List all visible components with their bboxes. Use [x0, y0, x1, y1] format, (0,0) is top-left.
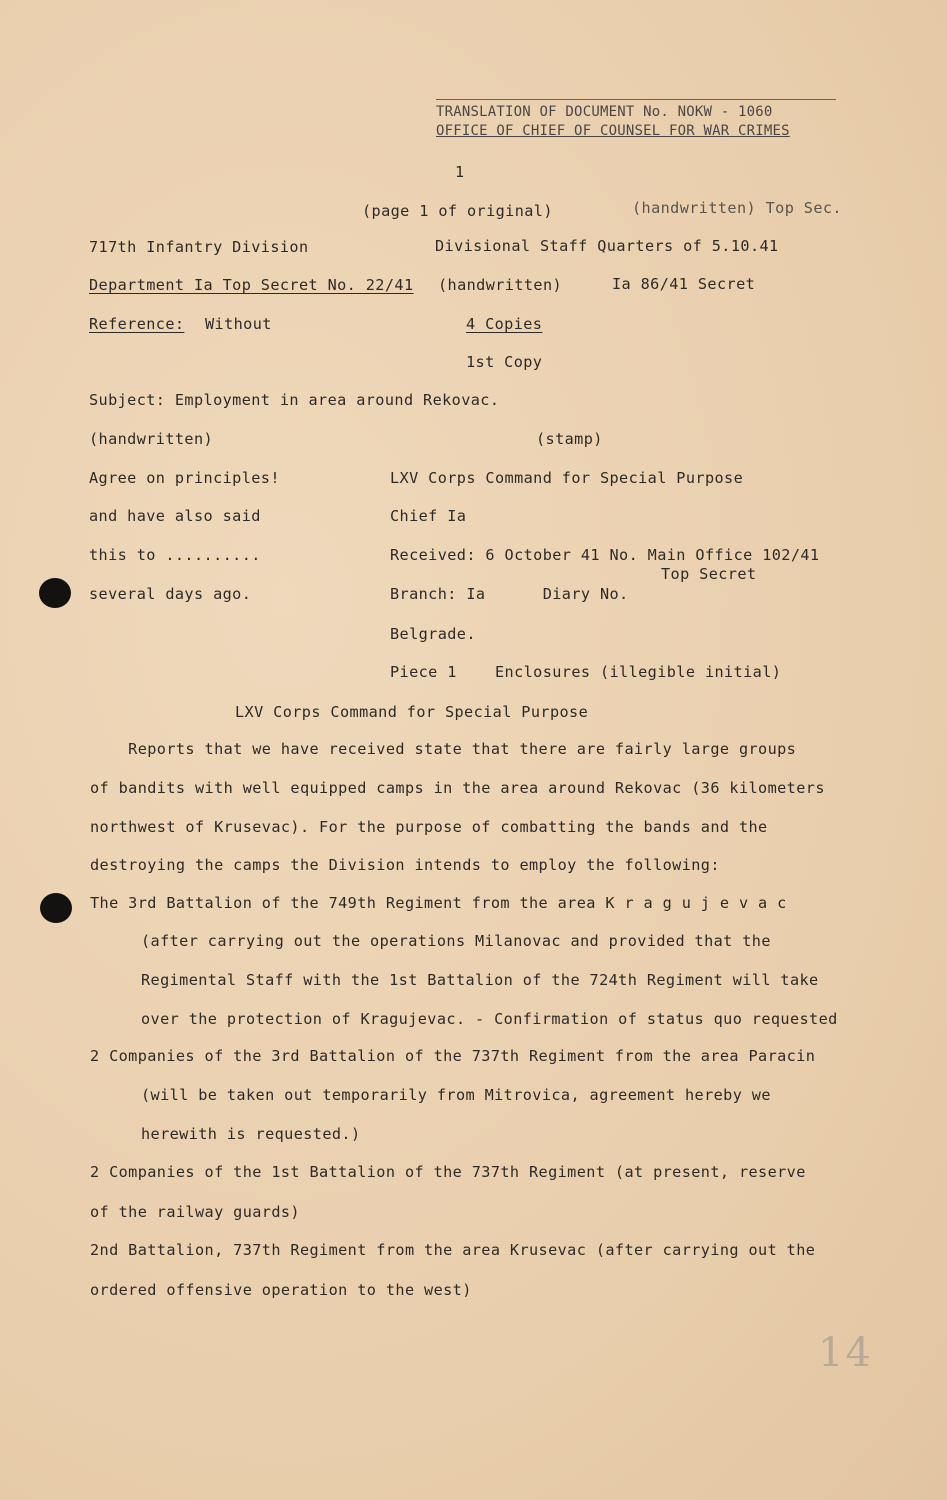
handwritten-note-label: (handwritten) — [89, 430, 214, 448]
body-line: ordered offensive operation to the west) — [90, 1281, 472, 1299]
stamp-line: Received: 6 October 41 No. Main Office 102/41 — [390, 546, 820, 564]
subject-line: Subject: Employment in area around Rekovac. — [89, 391, 500, 409]
stamp-line: Branch: Ia Diary No. — [390, 585, 629, 603]
department-reference: Department Ia Top Secret No. 22/41 — [89, 276, 414, 294]
copies-count: 4 Copies — [466, 315, 543, 333]
page-of-original: (page 1 of original) — [362, 202, 553, 220]
body-line: of the railway guards) — [90, 1203, 300, 1221]
body-line: (will be taken out temporarily from Mitrovica, agreement hereby we — [141, 1086, 771, 1104]
header-top-rule — [436, 99, 836, 100]
handwritten-note-line: and have also said — [89, 507, 261, 525]
reference-label: Reference: — [89, 315, 185, 333]
handwritten-folio-number: 14 — [818, 1330, 873, 1376]
body-line: northwest of Krusevac). For the purpose of combatting the bands and the — [90, 818, 768, 836]
handwritten-top-secret: (handwritten) Top Sec. — [632, 199, 842, 217]
handwritten-label: (handwritten) — [438, 276, 563, 294]
stamp-line: LXV Corps Command for Special Purpose — [390, 469, 744, 487]
body-line: over the protection of Kragujevac. - Confirmation of status quo requested — [141, 1010, 838, 1028]
division-name: 717th Infantry Division — [89, 238, 309, 256]
body-line: (after carrying out the operations Milanovac and provided that the — [141, 932, 771, 950]
stamp-line: Top Secret — [661, 565, 757, 583]
body-line: of bandits with well equipped camps in the area around Rekovac (36 kilometers — [90, 779, 825, 797]
punch-hole — [40, 893, 72, 923]
stamp-line: Belgrade. — [390, 625, 476, 643]
punch-hole — [39, 578, 71, 608]
stamp-label: (stamp) — [536, 430, 603, 448]
stamp-line: Chief Ia — [390, 507, 467, 525]
reference-value: Without — [205, 315, 272, 333]
stamp-line: Piece 1 Enclosures (illegible initial) — [390, 663, 782, 681]
body-line: 2 Companies of the 3rd Battalion of the 737th Regiment from the area Paracin — [90, 1047, 816, 1065]
staff-quarters: Divisional Staff Quarters of 5.10.41 — [435, 237, 779, 255]
body-line: 2 Companies of the 1st Battalion of the 737th Regiment (at present, reserve — [90, 1163, 806, 1181]
body-line: 2nd Battalion, 737th Regiment from the area Krusevac (after carrying out the — [90, 1241, 816, 1259]
handwritten-note-line: Agree on principles! — [89, 469, 280, 487]
page-number: 1 — [455, 163, 465, 181]
body-line: herewith is requested.) — [141, 1125, 361, 1143]
handwritten-note-line: several days ago. — [89, 585, 252, 603]
ia-secret-number: Ia 86/41 Secret — [612, 275, 756, 293]
copy-number: 1st Copy — [466, 353, 543, 371]
addressee: LXV Corps Command for Special Purpose — [235, 703, 589, 721]
body-line: The 3rd Battalion of the 749th Regiment from the area K r a g u j e v a c — [90, 894, 787, 912]
document-header-line2: OFFICE OF CHIEF OF COUNSEL FOR WAR CRIMES — [436, 123, 790, 139]
handwritten-note-line: this to .......... — [89, 546, 261, 564]
body-line: Regimental Staff with the 1st Battalion of the 724th Regiment will take — [141, 971, 819, 989]
body-line: destroying the camps the Division intends to employ the following: — [90, 856, 720, 874]
document-header-line1: TRANSLATION OF DOCUMENT No. NOKW - 1060 — [436, 104, 773, 120]
body-line: Reports that we have received state that there are fairly large groups — [90, 740, 797, 758]
